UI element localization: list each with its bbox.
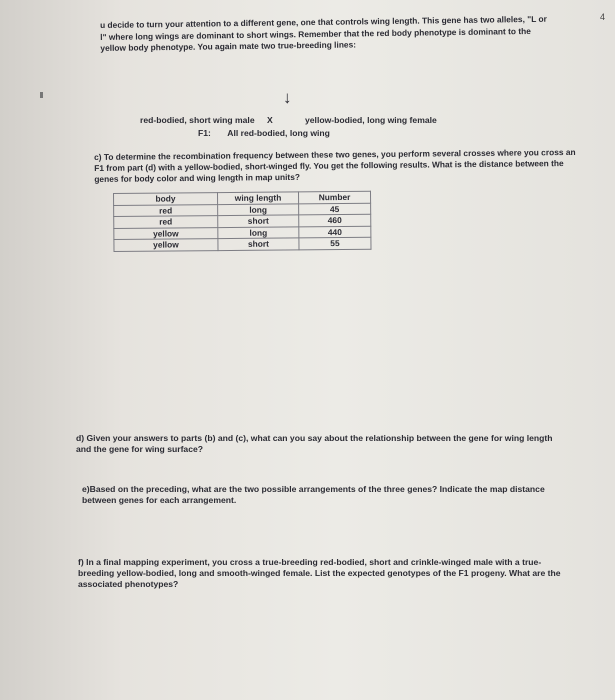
question-e: e)Based on the preceding, what are the two possible arrangements of the three genes? Indicate the map distance between genes for each arrangement. — [82, 484, 545, 505]
question-f: f) In a final mapping experiment, you cross a true-breeding red-bodied, short and crinkle-winged male with a true- breeding yellow-bodied, long and smooth-winged female. List the expected genotypes of the F1 progeny. What are the associated phenotypes? — [78, 557, 561, 589]
question-c: c) To determine the recombination frequency between these two genes, you perform several crosses where you cross an F1 from part (d) with a yellow-bodied, short-winged fly. You get the following results. What is the distance between the genes for body color and wing length in map units? — [94, 146, 576, 184]
header-wing-length: wing length — [218, 192, 299, 204]
cell-wing-length: long — [218, 226, 299, 238]
cell-number: 55 — [299, 237, 371, 249]
results-table — [113, 191, 372, 252]
question-d: d) Given your answers to parts (b) and (c), what can you say about the relationship between the gene for wing length and the gene for wing surface? — [76, 433, 553, 454]
cell-body: yellow — [114, 227, 218, 239]
cross-male: red-bodied, short wing male — [140, 115, 255, 125]
cross-symbol: X — [267, 115, 273, 125]
header-number: Number — [298, 191, 370, 203]
cell-number: 440 — [299, 226, 371, 238]
intro-paragraph: u decide to turn your attention to a different gene, one that controls wing length. This gene has two alleles, "L or l" where long wings are dominant to short wings. Remember that the red body phenotype is dominant to the yellow body phenotype. You again mate two true-breeding lines: — [100, 13, 547, 53]
cell-number: 460 — [299, 214, 371, 226]
page-number: 4 — [599, 12, 605, 22]
cell-body: red — [114, 216, 218, 228]
down-arrow-icon: ↓ — [283, 88, 292, 107]
cell-body: red — [114, 204, 218, 216]
header-body: body — [114, 193, 218, 205]
cell-wing-length: short — [218, 215, 299, 227]
cell-number: 45 — [299, 203, 371, 215]
cross-female: yellow-bodied, long wing female — [305, 115, 437, 125]
cell-wing-length: long — [218, 203, 299, 215]
cell-body: yellow — [114, 239, 218, 251]
f1-result: All red-bodied, long wing — [227, 128, 330, 138]
margin-mark — [40, 92, 43, 98]
table-row — [114, 237, 371, 251]
f1-label: F1: — [198, 128, 211, 138]
cell-wing-length: short — [218, 238, 299, 250]
